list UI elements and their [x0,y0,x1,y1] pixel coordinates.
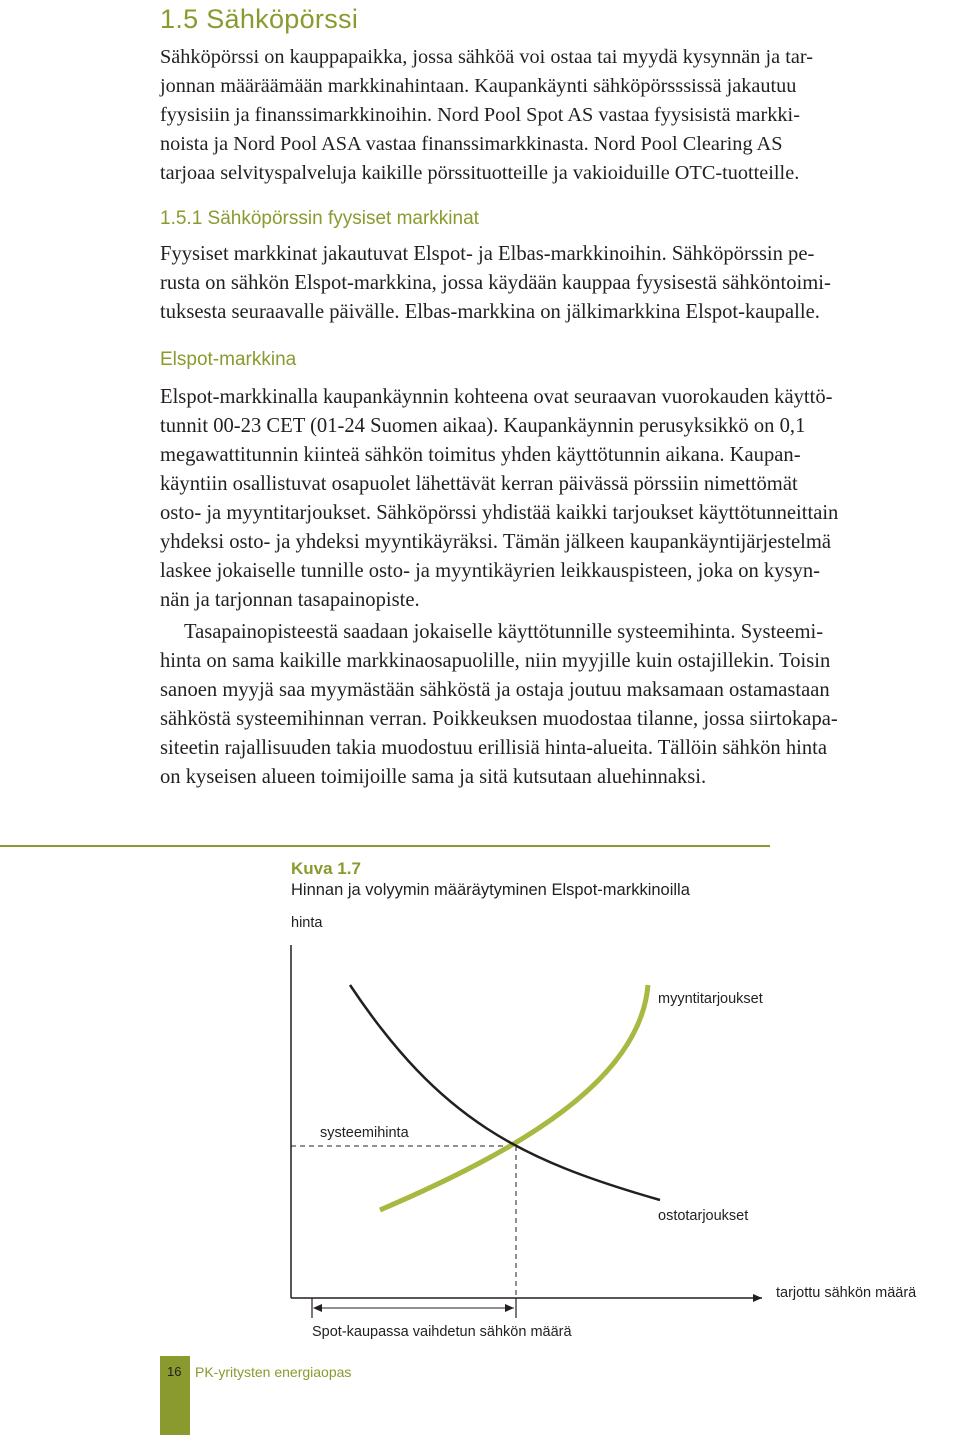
paragraph-line: hinta on sama kaikille markkinaosapuolille, niin myyjille kuin ostajillekin. Toisin [160,650,831,672]
paragraph-line: sähköstä systeemihinnan verran. Poikkeuksen muodostaa tilanne, jossa siirtokapa- [160,708,838,730]
paragraph-line: tunnit 00-23 CET (01-24 Suomen aikaa). Kaupankäynnin perusyksikkö on 0,1 [160,415,806,437]
paragraph-line: noista ja Nord Pool ASA vastaa finanssimarkkinasta. Nord Pool Clearing AS [160,133,783,155]
demand-curve [350,985,660,1200]
paragraph-line: Elspot-markkinalla kaupankäynnin kohteena ovat seuraavan vuorokauden käyttö- [160,386,833,408]
paragraph-line: Tasapainopisteestä saadaan jokaiselle käyttötunnille systeemihinta. Systeemi- [184,621,824,643]
paragraph-line: sanoen myyjä saa myymästään sähköstä ja ostaja joutuu maksamaan ostamastaan [160,679,830,701]
paragraph-line: tuksesta seuraavalle päivälle. Elbas-markkina on jälkimarkkina Elspot-kaupalle. [160,301,820,323]
paragraph-line: megawattitunnin kiinteä sähkön toimitus yhden käyttötunnin aikana. Kaupan- [160,444,801,466]
demand-label: ostotarjoukset [658,1208,749,1224]
paragraph-line: Fyysiset markkinat jakautuvat Elspot- ja Elbas-markkinoihin. Sähköpörssin pe- [160,243,815,265]
x-axis-label: tarjottu sähkön määrä [776,1285,917,1301]
figure-label: Kuva 1.7 [291,859,361,878]
footer-title: PK-yritysten energiaopas [195,1364,352,1380]
figure-caption: Hinnan ja volyymin määräytyminen Elspot-markkinoilla [291,881,690,899]
paragraph-line: Sähköpörssi on kauppapaikka, jossa sähköä voi ostaa tai myydä kysynnän ja tar- [160,46,813,68]
paragraph-line: jonnan määräämään markkinahintaan. Kaupankäynti sähköpörsssissä jakautuu [160,75,797,97]
paragraph-line: on kyseisen alueen toimijoille sama ja sitä kutsutaan aluehinnaksi. [160,766,707,788]
supply-label: myyntitarjoukset [658,991,763,1007]
paragraph-line: yhdeksi osto- ja yhdeksi myyntikäyräksi. Tämän jälkeen kaupankäyntijärjestelmä [160,531,832,553]
elspot-heading: Elspot-markkina [160,349,297,370]
supply-curve [380,985,648,1210]
paragraph-line: siteetin rajallisuuden takia muodostuu erillisiä hinta-alueita. Tällöin sähkön hinta [160,737,828,759]
section-heading: 1.5 Sähköpörssi [160,4,359,34]
y-axis-label: hinta [291,915,323,931]
paragraph-line: fyysisiin ja finanssimarkkinoihin. Nord Pool Spot AS vastaa fyysisistä markki- [160,104,800,126]
paragraph-line: osto- ja myyntitarjoukset. Sähköpörssi yhdistää kaikki tarjoukset käyttötunneittain [160,502,839,524]
paragraph-line: nän ja tarjonnan tasapainopiste. [160,589,420,611]
paragraph-line: rusta on sähkön Elspot-markkina, jossa käydään kauppaa fyysisestä sähköntoimi- [160,272,831,294]
system-price-label: systeemihinta [320,1125,409,1141]
page-number: 16 [167,1364,182,1379]
paragraph-line: käyntiin osallistuvat osapuolet lähettävät kerran päivässä pörssiin nimettömät [160,473,798,495]
paragraph-line: laskee jokaiselle tunnille osto- ja myyntikäyrien leikkauspisteen, joka on kysyn- [160,560,820,582]
subsection-heading: 1.5.1 Sähköpörssin fyysiset markkinat [160,208,479,229]
volume-label: Spot-kaupassa vaihdetun sähkön määrä [312,1324,572,1340]
paragraph-line: tarjoaa selvityspalveluja kaikille pörssituotteille ja vakioiduille OTC-tuotteille. [160,162,800,184]
